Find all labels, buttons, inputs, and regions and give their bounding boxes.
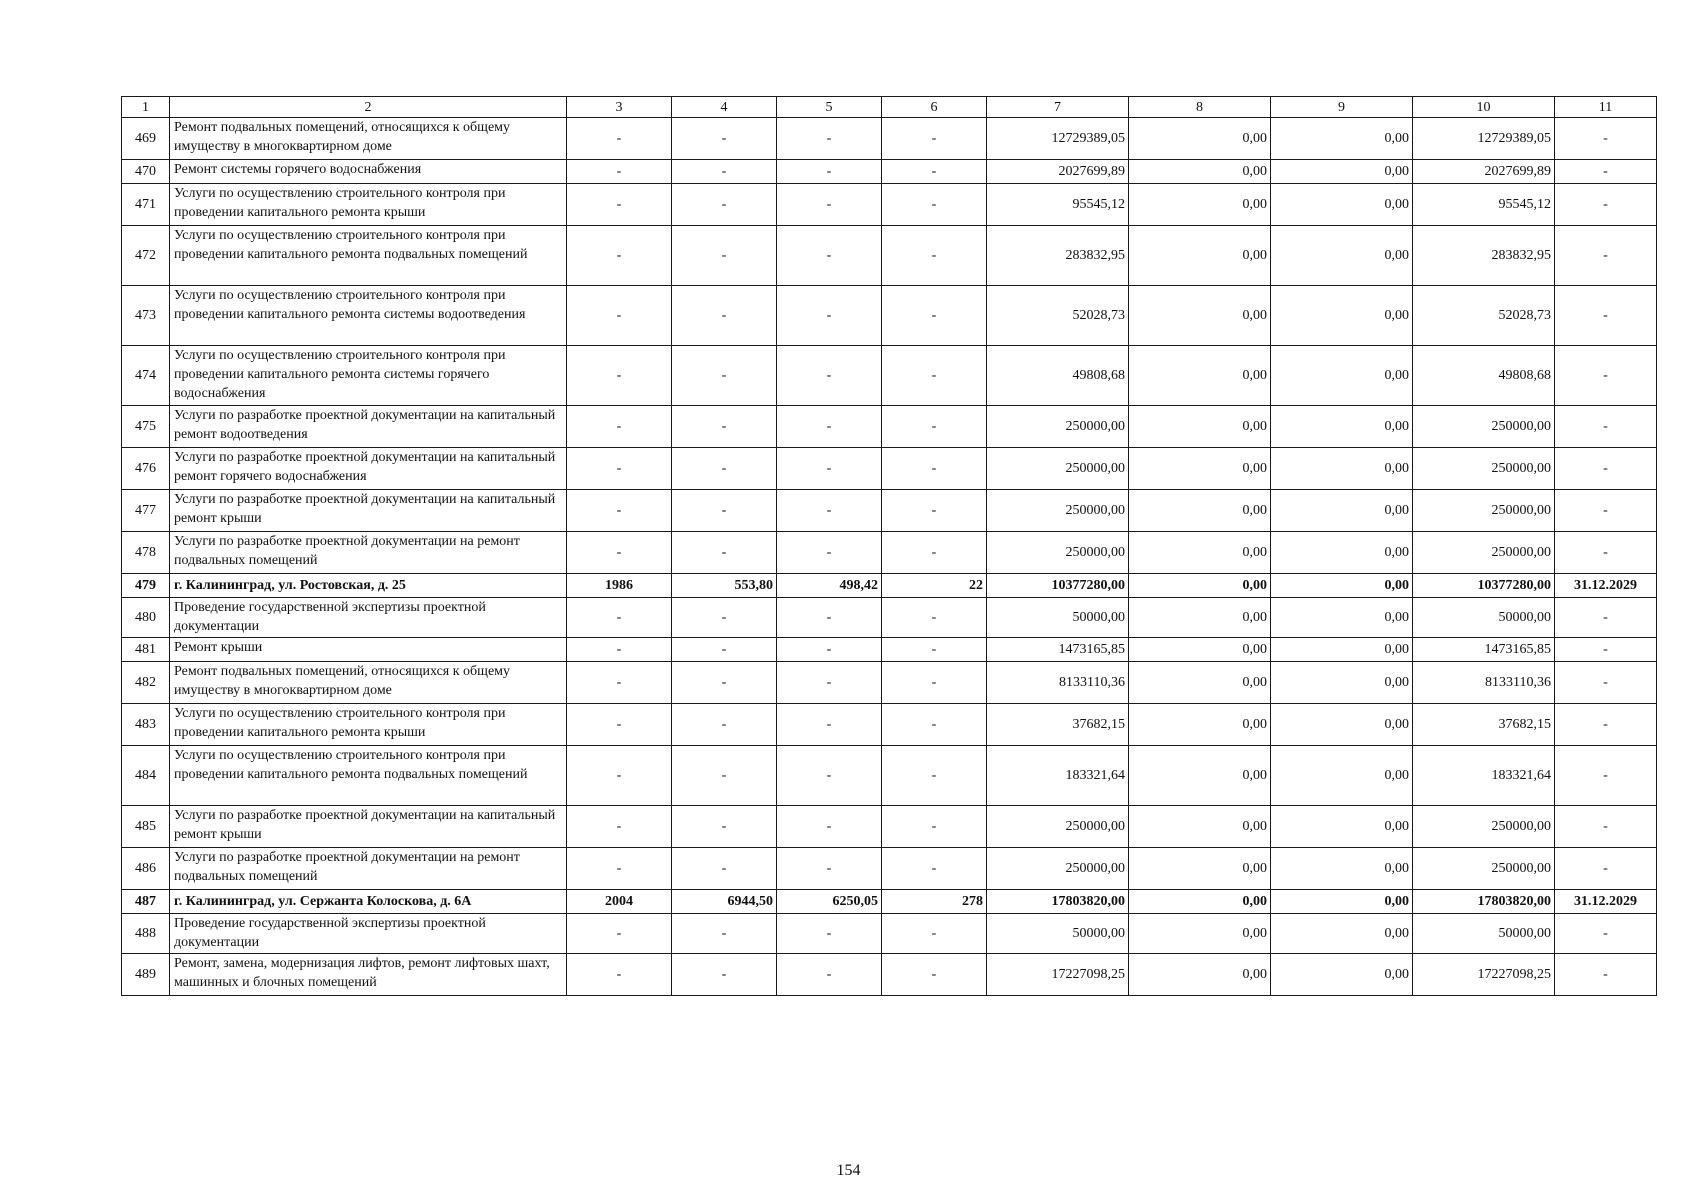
table-row [122, 662, 1657, 704]
col-7-cell: 52028,73 [987, 286, 1129, 346]
col-9-cell: 0,00 [1271, 448, 1413, 490]
col-4-cell: - [672, 806, 777, 848]
col-5-cell: - [777, 848, 882, 890]
col-8-cell: 0,00 [1129, 226, 1271, 286]
col-8-cell: 0,00 [1129, 184, 1271, 226]
row-number-cell: 477 [122, 490, 170, 532]
program-table [121, 96, 1657, 996]
table-row [122, 286, 1657, 346]
col-4-cell: - [672, 662, 777, 704]
col-6-cell: - [882, 448, 987, 490]
table-row [122, 448, 1657, 490]
col-5-cell: - [777, 286, 882, 346]
table-row [122, 184, 1657, 226]
col-4-cell: - [672, 406, 777, 448]
table-row [122, 806, 1657, 848]
col-3-cell: 1986 [567, 574, 672, 598]
col-9-cell: 0,00 [1271, 704, 1413, 746]
table-row [122, 118, 1657, 160]
col-11-cell: - [1555, 704, 1657, 746]
col-8-cell: 0,00 [1129, 574, 1271, 598]
col-4-cell: - [672, 448, 777, 490]
col-8-cell: 0,00 [1129, 490, 1271, 532]
col-5-cell: 498,42 [777, 574, 882, 598]
col-8-cell: 0,00 [1129, 448, 1271, 490]
col-3-cell: - [567, 118, 672, 160]
row-number-cell: 470 [122, 160, 170, 184]
col-6-cell: - [882, 638, 987, 662]
work-name-cell: Ремонт системы горячего водоснабжения [170, 160, 567, 184]
col-4-cell: - [672, 848, 777, 890]
table-row [122, 490, 1657, 532]
col-5-cell: 6250,05 [777, 890, 882, 914]
col-8-cell: 0,00 [1129, 406, 1271, 448]
col-10-cell: 283832,95 [1413, 226, 1555, 286]
col-10-cell: 12729389,05 [1413, 118, 1555, 160]
col-6-cell: - [882, 532, 987, 574]
col-7-cell: 250000,00 [987, 448, 1129, 490]
col-3-cell: - [567, 490, 672, 532]
col-11-cell: - [1555, 746, 1657, 806]
col-5-cell: - [777, 914, 882, 954]
col-6-cell: - [882, 704, 987, 746]
col-6-cell: - [882, 914, 987, 954]
work-name-cell: Услуги по осуществлению строительного контроля при проведении капитального ремонта системы водоотведения [170, 286, 567, 346]
col-3-cell: - [567, 160, 672, 184]
col-8-cell: 0,00 [1129, 914, 1271, 954]
col-3-cell: - [567, 532, 672, 574]
col-3-cell: - [567, 406, 672, 448]
col-10-cell: 250000,00 [1413, 448, 1555, 490]
col-7-cell: 37682,15 [987, 704, 1129, 746]
column-header-5: 5 [777, 97, 882, 118]
col-5-cell: - [777, 806, 882, 848]
col-9-cell: 0,00 [1271, 806, 1413, 848]
col-4-cell: - [672, 532, 777, 574]
row-number-cell: 485 [122, 806, 170, 848]
col-5-cell: - [777, 346, 882, 406]
col-7-cell: 10377280,00 [987, 574, 1129, 598]
col-7-cell: 250000,00 [987, 490, 1129, 532]
col-11-cell: - [1555, 598, 1657, 638]
row-number-cell: 480 [122, 598, 170, 638]
col-6-cell: - [882, 160, 987, 184]
work-name-cell: Услуги по разработке проектной документации на капитальный ремонт водоотведения [170, 406, 567, 448]
col-7-cell: 50000,00 [987, 598, 1129, 638]
col-3-cell: - [567, 598, 672, 638]
col-7-cell: 12729389,05 [987, 118, 1129, 160]
row-number-cell: 484 [122, 746, 170, 806]
row-number-cell: 472 [122, 226, 170, 286]
col-10-cell: 1473165,85 [1413, 638, 1555, 662]
col-5-cell: - [777, 160, 882, 184]
col-6-cell: - [882, 118, 987, 160]
col-4-cell: - [672, 954, 777, 996]
table-row [122, 890, 1657, 914]
row-number-cell: 478 [122, 532, 170, 574]
col-3-cell: - [567, 914, 672, 954]
work-name-cell: г. Калининград, ул. Сержанта Колоскова, д. 6А [170, 890, 567, 914]
col-10-cell: 250000,00 [1413, 848, 1555, 890]
col-10-cell: 17227098,25 [1413, 954, 1555, 996]
col-6-cell: - [882, 184, 987, 226]
table-row [122, 346, 1657, 406]
col-7-cell: 250000,00 [987, 532, 1129, 574]
col-8-cell: 0,00 [1129, 160, 1271, 184]
col-10-cell: 50000,00 [1413, 914, 1555, 954]
col-10-cell: 250000,00 [1413, 490, 1555, 532]
col-11-cell: - [1555, 286, 1657, 346]
column-number-header-row [122, 97, 1657, 118]
column-header-4: 4 [672, 97, 777, 118]
col-8-cell: 0,00 [1129, 890, 1271, 914]
col-3-cell: - [567, 638, 672, 662]
work-name-cell: Проведение государственной экспертизы проектной документации [170, 914, 567, 954]
col-9-cell: 0,00 [1271, 226, 1413, 286]
work-name-cell: Ремонт, замена, модернизация лифтов, ремонт лифтовых шахт, машинных и блочных помещений [170, 954, 567, 996]
col-10-cell: 250000,00 [1413, 806, 1555, 848]
col-9-cell: 0,00 [1271, 574, 1413, 598]
col-4-cell: - [672, 346, 777, 406]
col-6-cell: - [882, 954, 987, 996]
col-4-cell: - [672, 118, 777, 160]
col-11-cell: - [1555, 160, 1657, 184]
col-11-cell: - [1555, 638, 1657, 662]
col-10-cell: 10377280,00 [1413, 574, 1555, 598]
col-11-cell: - [1555, 226, 1657, 286]
col-4-cell: - [672, 286, 777, 346]
col-5-cell: - [777, 490, 882, 532]
col-3-cell: - [567, 286, 672, 346]
col-3-cell: - [567, 448, 672, 490]
col-9-cell: 0,00 [1271, 346, 1413, 406]
column-header-3: 3 [567, 97, 672, 118]
col-4-cell: - [672, 746, 777, 806]
col-10-cell: 17803820,00 [1413, 890, 1555, 914]
work-name-cell: Ремонт подвальных помещений, относящихся к общему имуществу в многоквартирном доме [170, 662, 567, 704]
col-7-cell: 17227098,25 [987, 954, 1129, 996]
col-9-cell: 0,00 [1271, 662, 1413, 704]
col-11-cell: 31.12.2029 [1555, 574, 1657, 598]
col-6-cell: - [882, 406, 987, 448]
table-row [122, 532, 1657, 574]
col-7-cell: 283832,95 [987, 226, 1129, 286]
work-name-cell: Услуги по разработке проектной документации на ремонт подвальных помещений [170, 848, 567, 890]
col-5-cell: - [777, 406, 882, 448]
col-5-cell: - [777, 184, 882, 226]
col-6-cell: - [882, 848, 987, 890]
work-name-cell: Услуги по осуществлению строительного контроля при проведении капитального ремонта крыши [170, 704, 567, 746]
work-name-cell: Услуги по разработке проектной документации на капитальный ремонт крыши [170, 806, 567, 848]
col-7-cell: 250000,00 [987, 848, 1129, 890]
col-5-cell: - [777, 704, 882, 746]
row-number-cell: 476 [122, 448, 170, 490]
col-6-cell: - [882, 286, 987, 346]
col-7-cell: 250000,00 [987, 806, 1129, 848]
col-7-cell: 1473165,85 [987, 638, 1129, 662]
work-name-cell: Услуги по разработке проектной документации на капитальный ремонт крыши [170, 490, 567, 532]
table-row [122, 406, 1657, 448]
col-3-cell: - [567, 848, 672, 890]
row-number-cell: 479 [122, 574, 170, 598]
col-6-cell: - [882, 346, 987, 406]
col-8-cell: 0,00 [1129, 118, 1271, 160]
row-number-cell: 471 [122, 184, 170, 226]
col-9-cell: 0,00 [1271, 848, 1413, 890]
col-11-cell: - [1555, 662, 1657, 704]
col-9-cell: 0,00 [1271, 638, 1413, 662]
col-10-cell: 250000,00 [1413, 406, 1555, 448]
col-3-cell: - [567, 184, 672, 226]
col-8-cell: 0,00 [1129, 286, 1271, 346]
col-10-cell: 37682,15 [1413, 704, 1555, 746]
table-row [122, 954, 1657, 996]
col-10-cell: 49808,68 [1413, 346, 1555, 406]
table-row [122, 226, 1657, 286]
col-9-cell: 0,00 [1271, 286, 1413, 346]
col-10-cell: 2027699,89 [1413, 160, 1555, 184]
col-4-cell: - [672, 490, 777, 532]
col-3-cell: - [567, 662, 672, 704]
col-6-cell: - [882, 746, 987, 806]
col-11-cell: - [1555, 848, 1657, 890]
col-9-cell: 0,00 [1271, 118, 1413, 160]
row-number-cell: 474 [122, 346, 170, 406]
col-3-cell: - [567, 704, 672, 746]
row-number-cell: 483 [122, 704, 170, 746]
page-number: 154 [836, 1162, 861, 1179]
col-8-cell: 0,00 [1129, 346, 1271, 406]
col-11-cell: - [1555, 532, 1657, 574]
work-name-cell: Услуги по осуществлению строительного контроля при проведении капитального ремонта подвальных помещений [170, 226, 567, 286]
col-7-cell: 8133110,36 [987, 662, 1129, 704]
col-11-cell: 31.12.2029 [1555, 890, 1657, 914]
col-9-cell: 0,00 [1271, 160, 1413, 184]
col-10-cell: 52028,73 [1413, 286, 1555, 346]
col-11-cell: - [1555, 406, 1657, 448]
col-11-cell: - [1555, 490, 1657, 532]
col-10-cell: 183321,64 [1413, 746, 1555, 806]
col-11-cell: - [1555, 806, 1657, 848]
col-7-cell: 95545,12 [987, 184, 1129, 226]
col-3-cell: - [567, 346, 672, 406]
col-9-cell: 0,00 [1271, 490, 1413, 532]
col-6-cell: - [882, 598, 987, 638]
col-3-cell: - [567, 954, 672, 996]
col-9-cell: 0,00 [1271, 532, 1413, 574]
col-8-cell: 0,00 [1129, 954, 1271, 996]
col-5-cell: - [777, 598, 882, 638]
col-5-cell: - [777, 118, 882, 160]
col-4-cell: 6944,50 [672, 890, 777, 914]
col-4-cell: - [672, 598, 777, 638]
col-3-cell: - [567, 746, 672, 806]
col-6-cell: 22 [882, 574, 987, 598]
table-row [122, 160, 1657, 184]
column-header-6: 6 [882, 97, 987, 118]
work-name-cell: Ремонт подвальных помещений, относящихся к общему имуществу в многоквартирном доме [170, 118, 567, 160]
col-4-cell: - [672, 638, 777, 662]
col-8-cell: 0,00 [1129, 746, 1271, 806]
col-4-cell: - [672, 226, 777, 286]
col-7-cell: 183321,64 [987, 746, 1129, 806]
column-header-1: 1 [122, 97, 170, 118]
row-number-cell: 488 [122, 914, 170, 954]
col-6-cell: - [882, 806, 987, 848]
col-5-cell: - [777, 746, 882, 806]
work-name-cell: г. Калининград, ул. Ростовская, д. 25 [170, 574, 567, 598]
col-7-cell: 49808,68 [987, 346, 1129, 406]
col-4-cell: - [672, 160, 777, 184]
work-name-cell: Проведение государственной экспертизы проектной документации [170, 598, 567, 638]
col-6-cell: - [882, 226, 987, 286]
col-10-cell: 95545,12 [1413, 184, 1555, 226]
col-7-cell: 17803820,00 [987, 890, 1129, 914]
col-5-cell: - [777, 448, 882, 490]
row-number-cell: 487 [122, 890, 170, 914]
col-3-cell: 2004 [567, 890, 672, 914]
work-name-cell: Услуги по осуществлению строительного контроля при проведении капитального ремонта подвальных помещений [170, 746, 567, 806]
col-11-cell: - [1555, 914, 1657, 954]
column-header-8: 8 [1129, 97, 1271, 118]
col-11-cell: - [1555, 448, 1657, 490]
col-4-cell: - [672, 914, 777, 954]
row-number-cell: 482 [122, 662, 170, 704]
col-8-cell: 0,00 [1129, 806, 1271, 848]
col-9-cell: 0,00 [1271, 184, 1413, 226]
col-5-cell: - [777, 662, 882, 704]
col-8-cell: 0,00 [1129, 638, 1271, 662]
work-name-cell: Услуги по осуществлению строительного контроля при проведении капитального ремонта системы горячего водоснабжения [170, 346, 567, 406]
col-8-cell: 0,00 [1129, 532, 1271, 574]
col-10-cell: 50000,00 [1413, 598, 1555, 638]
table-row [122, 598, 1657, 638]
col-6-cell: 278 [882, 890, 987, 914]
column-header-7: 7 [987, 97, 1129, 118]
col-9-cell: 0,00 [1271, 954, 1413, 996]
table-row [122, 574, 1657, 598]
row-number-cell: 486 [122, 848, 170, 890]
work-name-cell: Услуги по разработке проектной документации на капитальный ремонт горячего водоснабжения [170, 448, 567, 490]
col-7-cell: 50000,00 [987, 914, 1129, 954]
table-row [122, 704, 1657, 746]
col-9-cell: 0,00 [1271, 746, 1413, 806]
col-5-cell: - [777, 532, 882, 574]
col-4-cell: - [672, 184, 777, 226]
col-5-cell: - [777, 226, 882, 286]
col-7-cell: 2027699,89 [987, 160, 1129, 184]
col-6-cell: - [882, 662, 987, 704]
column-header-10: 10 [1413, 97, 1555, 118]
row-number-cell: 481 [122, 638, 170, 662]
col-7-cell: 250000,00 [987, 406, 1129, 448]
table-row [122, 914, 1657, 954]
col-5-cell: - [777, 954, 882, 996]
col-10-cell: 8133110,36 [1413, 662, 1555, 704]
row-number-cell: 469 [122, 118, 170, 160]
col-11-cell: - [1555, 184, 1657, 226]
col-9-cell: 0,00 [1271, 406, 1413, 448]
row-number-cell: 489 [122, 954, 170, 996]
col-6-cell: - [882, 490, 987, 532]
col-11-cell: - [1555, 954, 1657, 996]
col-9-cell: 0,00 [1271, 890, 1413, 914]
table-body [122, 97, 1657, 996]
column-header-2: 2 [170, 97, 567, 118]
col-8-cell: 0,00 [1129, 662, 1271, 704]
col-8-cell: 0,00 [1129, 848, 1271, 890]
col-11-cell: - [1555, 346, 1657, 406]
work-name-cell: Ремонт крыши [170, 638, 567, 662]
col-3-cell: - [567, 806, 672, 848]
column-header-11: 11 [1555, 97, 1657, 118]
row-number-cell: 473 [122, 286, 170, 346]
column-header-9: 9 [1271, 97, 1413, 118]
row-number-cell: 475 [122, 406, 170, 448]
table-row [122, 638, 1657, 662]
col-4-cell: 553,80 [672, 574, 777, 598]
col-9-cell: 0,00 [1271, 598, 1413, 638]
col-9-cell: 0,00 [1271, 914, 1413, 954]
col-10-cell: 250000,00 [1413, 532, 1555, 574]
work-name-cell: Услуги по осуществлению строительного контроля при проведении капитального ремонта крыши [170, 184, 567, 226]
col-3-cell: - [567, 226, 672, 286]
col-11-cell: - [1555, 118, 1657, 160]
col-8-cell: 0,00 [1129, 598, 1271, 638]
work-name-cell: Услуги по разработке проектной документации на ремонт подвальных помещений [170, 532, 567, 574]
table-row [122, 848, 1657, 890]
col-8-cell: 0,00 [1129, 704, 1271, 746]
col-5-cell: - [777, 638, 882, 662]
col-4-cell: - [672, 704, 777, 746]
table-row [122, 746, 1657, 806]
